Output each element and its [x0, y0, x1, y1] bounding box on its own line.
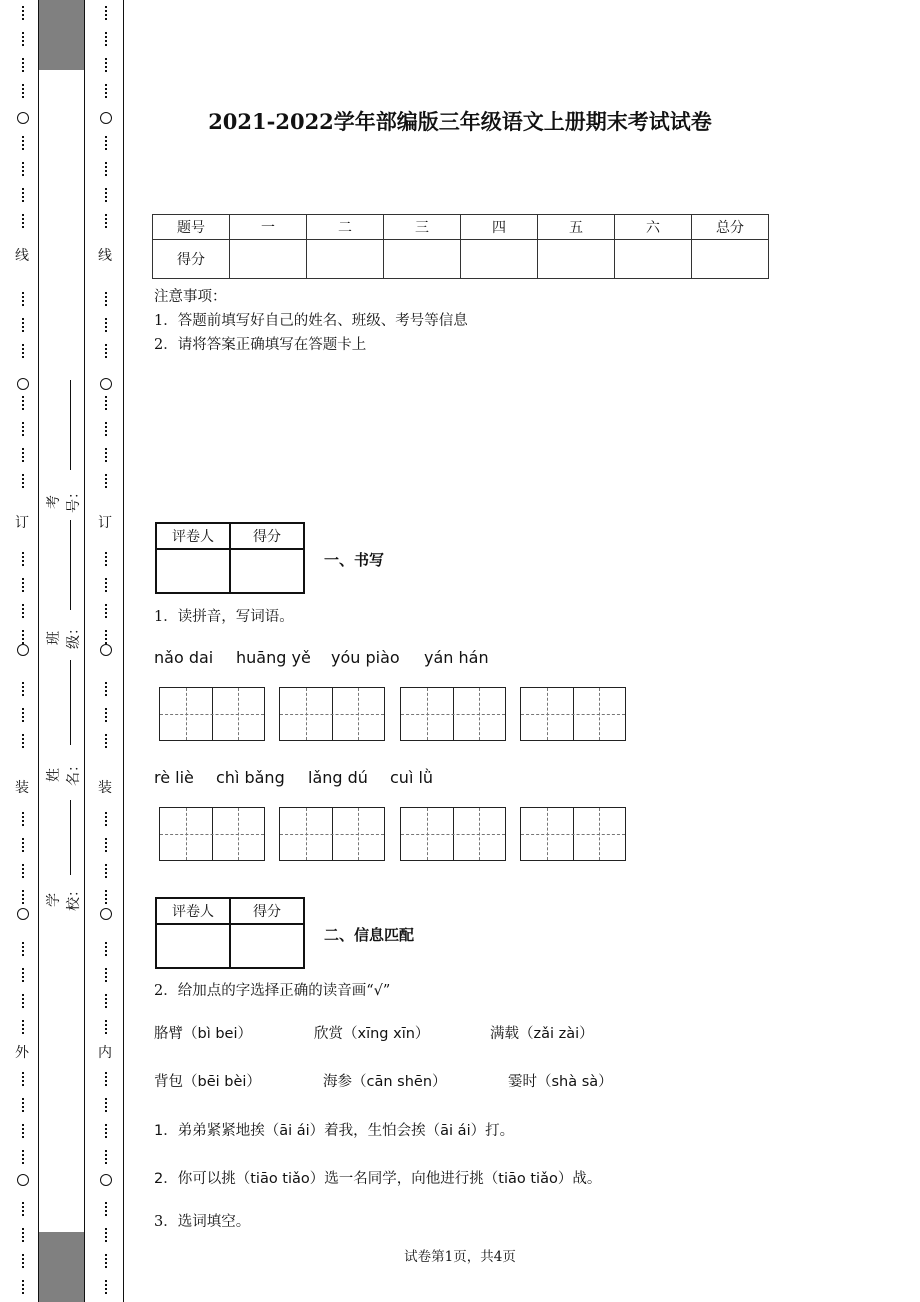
- binding-dot-segment: [22, 1228, 27, 1242]
- field-line-class[interactable]: [70, 520, 71, 610]
- binding-dot-segment: [22, 994, 27, 1008]
- binding-dot-segment: [105, 162, 110, 176]
- score-header-cell: 四: [461, 215, 538, 240]
- grader-input-cell[interactable]: [230, 549, 304, 593]
- score-input-cell[interactable]: [230, 240, 307, 279]
- binding-dot-segment: [22, 734, 27, 748]
- sentence-choice[interactable]: 2．你可以挑（tiāo tiǎo）选一名同学，向他进行挑（tiāo tiǎo）战。: [154, 1171, 602, 1187]
- inner-binding-char-line: 线: [98, 248, 112, 264]
- binding-dot-segment: [22, 58, 27, 72]
- grader-input-cell[interactable]: [156, 549, 230, 593]
- question-1: 1．读拼音，写词语。: [154, 609, 294, 625]
- binding-dot-segment: [22, 630, 27, 644]
- score-header-cell: 二: [307, 215, 384, 240]
- grader-box-section2: [155, 897, 305, 969]
- binding-circle: [100, 644, 112, 656]
- binding-dot-segment: [105, 1020, 110, 1034]
- binding-dot-segment: [105, 188, 110, 202]
- outer-binding-char-outside: 外: [15, 1045, 29, 1061]
- field-line-exam-number[interactable]: [70, 380, 71, 470]
- binding-circle: [17, 1174, 29, 1186]
- score-input-cell[interactable]: [692, 240, 769, 279]
- binding-dot-segment: [22, 942, 27, 956]
- grader-input-cell[interactable]: [230, 924, 304, 968]
- binding-dot-segment: [105, 994, 110, 1008]
- binding-dot-segment: [22, 864, 27, 878]
- binding-dot-segment: [105, 474, 110, 488]
- binding-dot-segment: [22, 1280, 27, 1294]
- score-table: [152, 214, 769, 279]
- binding-dot-segment: [22, 1124, 27, 1138]
- reading-choice[interactable]: 霎时（shà sà）: [508, 1074, 613, 1090]
- binding-dot-segment: [105, 838, 110, 852]
- binding-dot-segment: [22, 604, 27, 618]
- binding-circle: [17, 378, 29, 390]
- pinyin-label: lǎng dú: [308, 768, 368, 787]
- binding-dot-segment: [105, 1098, 110, 1112]
- binding-dot-segment: [22, 84, 27, 98]
- inner-binding-char-bind: 装: [98, 780, 112, 796]
- binding-dot-segment: [105, 708, 110, 722]
- binding-dot-segment: [105, 968, 110, 982]
- score-input-cell[interactable]: [461, 240, 538, 279]
- binding-dot-segment: [105, 604, 110, 618]
- field-label-school: 学校：: [46, 883, 82, 911]
- field-line-school[interactable]: [70, 800, 71, 875]
- writing-grid[interactable]: [159, 807, 265, 861]
- binding-dot-segment: [105, 396, 110, 410]
- binding-dot-segment: [22, 1150, 27, 1164]
- grader-box-section1: [155, 522, 305, 594]
- binding-dot-segment: [105, 578, 110, 592]
- binding-dot-segment: [105, 1150, 110, 1164]
- writing-grid[interactable]: [520, 687, 626, 741]
- binding-dot-segment: [105, 84, 110, 98]
- binding-dot-segment: [22, 292, 27, 306]
- binding-dot-segment: [105, 812, 110, 826]
- binding-circle: [17, 644, 29, 656]
- sentence-choice[interactable]: 1．弟弟紧紧地挨（āi ái）着我，生怕会挨（āi ái）打。: [154, 1123, 515, 1139]
- binding-dot-segment: [22, 682, 27, 696]
- binding-dot-segment: [105, 890, 110, 904]
- question-2: 2．给加点的字选择正确的读音画“√”: [154, 983, 391, 999]
- binding-dot-segment: [105, 448, 110, 462]
- binding-dot-segment: [22, 1254, 27, 1268]
- grader-input-cell[interactable]: [156, 924, 230, 968]
- binding-dot-segment: [22, 32, 27, 46]
- binding-dot-segment: [105, 864, 110, 878]
- binding-circle: [100, 908, 112, 920]
- reading-choice[interactable]: 背包（bēi bèi）: [154, 1074, 261, 1090]
- outer-binding-char-order: 订: [15, 515, 29, 531]
- pinyin-label: rè liè: [154, 768, 194, 787]
- binding-circle: [100, 1174, 112, 1186]
- section2-title: 二、信息匹配: [324, 926, 415, 944]
- binding-dot-segment: [105, 942, 110, 956]
- binding-dot-segment: [105, 136, 110, 150]
- binding-dot-segment: [22, 396, 27, 410]
- binding-dot-segment: [105, 318, 110, 332]
- binding-dot-segment: [105, 58, 110, 72]
- notes-item: 2．请将答案正确填写在答题卡上: [154, 337, 367, 353]
- binding-circle: [17, 908, 29, 920]
- notes-item: 1．答题前填写好自己的姓名、班级、考号等信息: [154, 313, 468, 329]
- binding-dot-segment: [22, 890, 27, 904]
- binding-dot-segment: [22, 1098, 27, 1112]
- binding-dot-segment: [105, 1124, 110, 1138]
- binding-dot-segment: [22, 162, 27, 176]
- margin-gray-block-top: [38, 0, 84, 70]
- field-line-name[interactable]: [70, 660, 71, 745]
- binding-dot-segment: [22, 318, 27, 332]
- binding-dot-segment: [105, 32, 110, 46]
- field-label-name: 姓名：: [46, 758, 82, 786]
- binding-dot-segment: [22, 1020, 27, 1034]
- page-title: 2021-2022学年部编版三年级语文上册期末考试试卷: [208, 109, 712, 134]
- pinyin-label: nǎo dai: [154, 648, 214, 667]
- binding-dot-segment: [22, 448, 27, 462]
- grader-score-label: 得分: [230, 523, 304, 549]
- binding-circle: [100, 112, 112, 124]
- binding-dot-segment: [22, 552, 27, 566]
- binding-dot-segment: [22, 474, 27, 488]
- binding-dot-segment: [22, 422, 27, 436]
- pinyin-label: cuì lǜ: [390, 768, 434, 787]
- binding-dot-segment: [22, 1202, 27, 1216]
- binding-dot-segment: [105, 1254, 110, 1268]
- binding-dot-segment: [105, 422, 110, 436]
- writing-grid[interactable]: [279, 687, 385, 741]
- inner-binding-char-order: 订: [98, 515, 112, 531]
- binding-dot-segment: [22, 968, 27, 982]
- page-footer: 试卷第1页，共4页: [404, 1249, 516, 1265]
- score-input-cell[interactable]: [538, 240, 615, 279]
- inner-binding-char-inside: 内: [98, 1045, 112, 1061]
- score-header-cell: 五: [538, 215, 615, 240]
- binding-dot-segment: [105, 344, 110, 358]
- binding-dot-segment: [105, 552, 110, 566]
- score-header-cell: 题号: [153, 215, 230, 240]
- binding-dot-segment: [22, 578, 27, 592]
- pinyin-label: chì bǎng: [216, 768, 285, 787]
- binding-dot-segment: [22, 6, 27, 20]
- reading-choice[interactable]: 欣赏（xīng xīn）: [314, 1026, 430, 1042]
- binding-dot-segment: [22, 1072, 27, 1086]
- binding-dot-segment: [105, 292, 110, 306]
- pinyin-label: huāng yě: [236, 648, 311, 667]
- margin-border-right: [84, 0, 85, 1302]
- binding-dot-segment: [105, 1280, 110, 1294]
- margin-border-left: [38, 0, 39, 1302]
- binding-circle: [100, 378, 112, 390]
- question-3: 3．选词填空。: [154, 1214, 251, 1230]
- writing-grid[interactable]: [159, 687, 265, 741]
- grader-score-label: 得分: [230, 898, 304, 924]
- pinyin-label: yán hán: [424, 648, 489, 667]
- binding-dot-segment: [105, 682, 110, 696]
- binding-dot-segment: [105, 214, 110, 228]
- binding-dot-segment: [105, 1072, 110, 1086]
- reading-choice[interactable]: 海参（cān shēn）: [323, 1074, 447, 1090]
- writing-grid[interactable]: [400, 687, 506, 741]
- field-label-class: 班级：: [46, 621, 82, 649]
- binding-dot-segment: [22, 188, 27, 202]
- score-header-cell: 一: [230, 215, 307, 240]
- binding-dot-segment: [22, 708, 27, 722]
- score-input-cell[interactable]: [384, 240, 461, 279]
- section1-title: 一、书写: [324, 551, 385, 569]
- binding-circle: [17, 112, 29, 124]
- binding-dot-segment: [22, 812, 27, 826]
- score-header-cell: 六: [615, 215, 692, 240]
- binding-dot-segment: [105, 630, 110, 644]
- notes-heading: 注意事项：: [154, 289, 227, 305]
- outer-binding-char-bind: 装: [15, 780, 29, 796]
- margin-gray-block-bottom: [38, 1232, 84, 1302]
- grader-label: 评卷人: [156, 898, 230, 924]
- score-input-cell[interactable]: [615, 240, 692, 279]
- writing-grid[interactable]: [520, 807, 626, 861]
- binding-dot-segment: [105, 1202, 110, 1216]
- binding-dot-segment: [22, 214, 27, 228]
- writing-grid[interactable]: [279, 807, 385, 861]
- reading-choice[interactable]: 胳臂（bì bei）: [154, 1026, 252, 1042]
- margin-border-content: [123, 0, 124, 1302]
- score-header-cell: 总分: [692, 215, 769, 240]
- score-input-cell[interactable]: [307, 240, 384, 279]
- binding-dot-segment: [105, 6, 110, 20]
- writing-grid[interactable]: [400, 807, 506, 861]
- grader-label: 评卷人: [156, 523, 230, 549]
- binding-dot-segment: [105, 1228, 110, 1242]
- binding-dot-segment: [22, 838, 27, 852]
- binding-dot-segment: [105, 734, 110, 748]
- binding-dot-segment: [22, 344, 27, 358]
- score-header-cell: 三: [384, 215, 461, 240]
- pinyin-label: yóu piào: [331, 648, 400, 667]
- field-label-exam-number: 考号：: [46, 485, 82, 513]
- outer-binding-char-line: 线: [15, 248, 29, 264]
- reading-choice[interactable]: 满载（zǎi zài）: [490, 1026, 594, 1042]
- score-row-label: 得分: [153, 240, 230, 279]
- binding-dot-segment: [22, 136, 27, 150]
